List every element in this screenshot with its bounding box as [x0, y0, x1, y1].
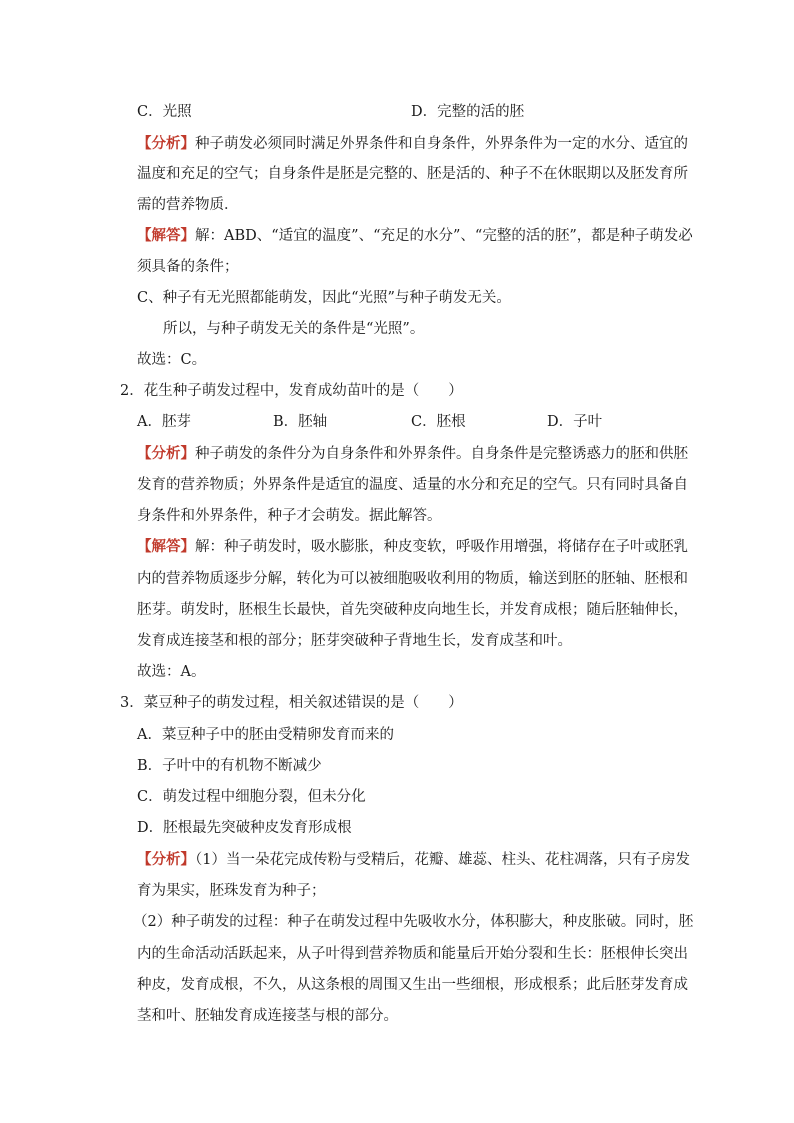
q2-analysis-line: 身条件和外界条件，种子才会萌发。据此解答。	[137, 508, 442, 524]
q1-answer-line: 所以，与种子萌发无关的条件是“光照”。	[163, 321, 425, 337]
q2-option-a: A．胚芽	[137, 414, 191, 430]
answer-tag: 【解答】	[137, 227, 195, 244]
analysis-tag: 【分析】	[137, 445, 195, 462]
q1-answer-line: 【解答】解：ABD、“适宜的温度”、“充足的水分”、“完整的活的胚”，都是种子萌发必	[137, 227, 693, 244]
q1-analysis-line: 【分析】种子萌发必须同时满足外界条件和自身条件，外界条件为一定的水分、适宜的	[137, 135, 688, 152]
q1-answer-line: C、种子有无光照都能萌发，因此“光照”与种子萌发无关。	[137, 290, 511, 306]
q3-analysis-line: 育为果实，胚珠发育为种子；	[137, 883, 326, 899]
q3-stem: 3．菜豆种子的萌发过程，相关叙述错误的是（ ）	[120, 695, 463, 711]
q2-answer-line: 发育成连接茎和根的部分；胚芽突破种子背地生长，发育成茎和叶。	[137, 633, 572, 649]
q2-answer-line: 内的营养物质逐步分解，转化为可以被细胞吸收利用的物质，输送到胚的胚轴、胚根和	[137, 571, 688, 587]
analysis-tag: 【分析】	[137, 851, 195, 868]
q1-analysis-line: 需的营养物质．	[137, 197, 239, 213]
q3-analysis-line: 茎和叶、胚轴发育成连接茎与根的部分。	[137, 1008, 398, 1024]
q1-choice: 故选：C。	[137, 352, 207, 368]
q2-option-c: C．胚根	[411, 414, 466, 430]
q3-option-a: A．菜豆种子中的胚由受精卵发育而来的	[137, 727, 394, 743]
answer-tag: 【解答】	[137, 538, 195, 555]
q1-answer-line: 须具备的条件；	[137, 259, 239, 275]
q3-option-d: D．胚根最先突破种皮发育形成根	[137, 820, 352, 836]
q2-option-d: D．子叶	[547, 414, 603, 430]
q2-option-b: B．胚轴	[273, 414, 328, 430]
q1-analysis-line: 温度和充足的空气；自身条件是胚是完整的、胚是活的、种子不在休眠期以及胚发育所	[137, 166, 688, 182]
q2-answer-line: 【解答】解：种子萌发时，吸水膨胀，种皮变软，呼吸作用增强，将储存在子叶或胚乳	[137, 538, 688, 555]
q3-analysis-line: 【分析】（1）当一朵花完成传粉与受精后，花瓣、雄蕊、柱头、花柱凋落，只有子房发	[137, 851, 690, 868]
q2-analysis-line: 【分析】种子萌发的条件分为自身条件和外界条件。自身条件是完整诱惑力的胚和供胚	[137, 445, 688, 462]
q1-option-d: D．完整的活的胚	[411, 104, 525, 120]
q2-answer-line: 胚芽。萌发时，胚根生长最快，首先突破种皮向地生长，并发育成根；随后胚轴伸长，	[137, 602, 688, 618]
q3-analysis-line: 内的生命活动活跃起来，从子叶得到营养物质和能量后开始分裂和生长：胚根伸长突出	[137, 946, 688, 962]
q2-stem: 2．花生种子萌发过程中，发育成幼苗叶的是（ ）	[120, 383, 463, 399]
q3-option-b: B．子叶中的有机物不断减少	[137, 758, 322, 774]
q3-analysis-line: 种皮，发育成根，不久，从这条根的周围又生出一些细根，形成根系；此后胚芽发育成	[137, 977, 688, 993]
q3-analysis-line: （2）种子萌发的过程：种子在萌发过程中先吸收水分，体积膨大，种皮胀破。同时，胚	[133, 914, 694, 930]
q2-choice: 故选：A。	[137, 664, 206, 680]
q2-analysis-line: 发育的营养物质；外界条件是适宜的温度、适量的水分和充足的空气。只有同时具备自	[137, 477, 688, 493]
q3-option-c: C．萌发过程中细胞分裂，但未分化	[137, 789, 366, 805]
q1-option-c: C．光照	[137, 104, 192, 120]
analysis-tag: 【分析】	[137, 135, 195, 152]
